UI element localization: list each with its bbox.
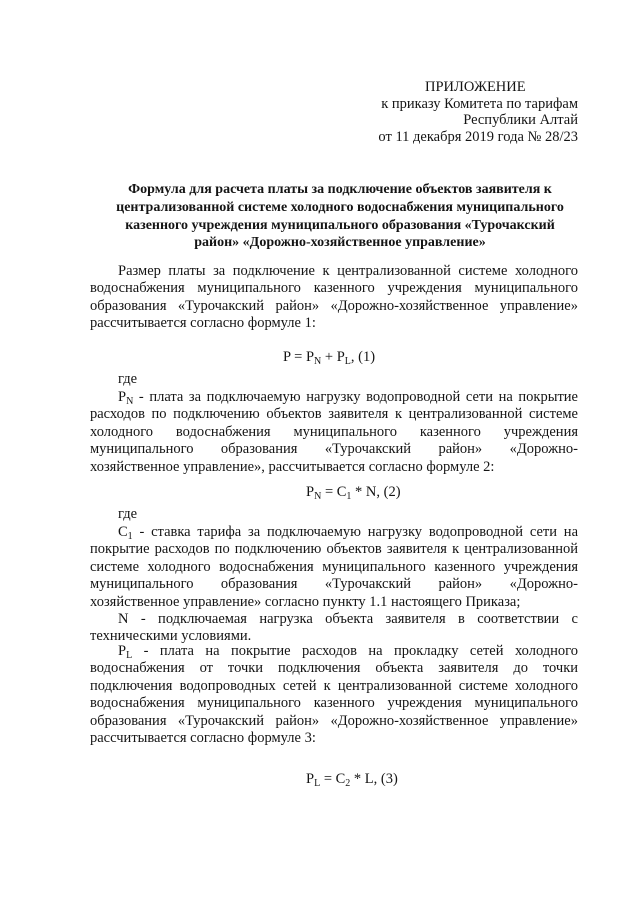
- definition-first-line: [90, 389, 578, 406]
- symbol: C: [118, 524, 128, 540]
- definition-line: холодного водоснабжения муниципального казенного учреждения: [90, 423, 578, 440]
- definition-line: муниципального образования «Турочакский район» «Дорожно-: [90, 576, 578, 593]
- title-line: Формула для расчета платы за подключение объектов заявителя к: [128, 182, 552, 197]
- appendix-header: [360, 79, 578, 145]
- definition-line: водоснабжения муниципального казенного учреждения муниципального: [90, 695, 578, 712]
- formula-number: * N, (2): [351, 484, 401, 500]
- formula-3: [306, 771, 398, 788]
- n-definition: [90, 611, 578, 646]
- authority-name: Республики Алтай: [463, 112, 578, 128]
- formula-2: [306, 484, 401, 501]
- formula-subscript: 1: [346, 491, 352, 502]
- intro-paragraph: [90, 263, 578, 333]
- formula-subscript: L: [314, 778, 321, 789]
- intro-line: водоснабжения муниципального казенного учреждения муниципального: [90, 280, 578, 297]
- definition-line: системе холодного водоснабжения муниципального казенного учреждения: [90, 558, 578, 575]
- definition-line: подключения водопроводных сетей к централизованной системе холодного: [90, 677, 578, 694]
- formula-1: [283, 349, 375, 366]
- document-title: [80, 181, 600, 252]
- order-date: от 11 декабря 2019 года № 28/23: [378, 128, 578, 145]
- order-reference: к приказу Комитета по тарифам: [381, 95, 578, 112]
- definition-line: техническими условиями.: [90, 628, 252, 645]
- definition-line: покрытие расходов по подключению объектов заявителя к централизованной: [90, 541, 578, 558]
- definition-first-line: [90, 524, 578, 541]
- symbol-subscript: N: [126, 396, 134, 407]
- appendix-label: ПРИЛОЖЕНИЕ: [425, 79, 526, 95]
- title-line: казенного учреждения муниципального образования «Турочакский: [125, 217, 555, 233]
- definition-line: водоснабжения от точки подключения объекта заявителя до точки: [90, 660, 578, 677]
- definition-line: N - подключаемая нагрузка объекта заявителя в соответствии с: [118, 611, 578, 627]
- formula-text: = C: [320, 771, 346, 787]
- definition-line: образования «Турочакский район» «Дорожно-хозяйственное управление»: [90, 712, 578, 729]
- c1-definition: [90, 524, 578, 611]
- symbol: P: [118, 389, 127, 405]
- formula-number: * L, (3): [350, 771, 398, 787]
- definition-text: - ставка тарифа за подключаемую нагрузку водопроводной сети на: [132, 524, 578, 540]
- definition-line: рассчитывается согласно формуле 3:: [90, 729, 316, 746]
- formula-subscript: N: [314, 356, 322, 367]
- definition-text: - плата за подключаемую нагрузку водопроводной сети на покрытие: [133, 389, 578, 405]
- definition-line: хозяйственное управление», рассчитывается согласно формуле 2:: [90, 458, 495, 475]
- formula-number: , (1): [350, 349, 376, 365]
- formula-text: + P: [321, 349, 345, 365]
- formula-text: P = P: [283, 349, 315, 365]
- intro-line: образования «Турочакский район» «Дорожно-хозяйственное управление»: [90, 297, 578, 314]
- pn-definition: [90, 389, 578, 476]
- definition-first-line: [90, 643, 578, 660]
- symbol: P: [118, 643, 127, 659]
- title-line: район» «Дорожно-хозяйственное управление»: [194, 235, 486, 251]
- definition-line: хозяйственное управление» согласно пункту 1.1 настоящего Приказа;: [90, 593, 521, 610]
- definition-line: муниципального образования «Турочакский район» «Дорожно-: [90, 441, 578, 458]
- intro-line: Размер платы за подключение к централизованной системе холодного: [118, 263, 578, 279]
- formula-subscript: 2: [345, 778, 351, 789]
- intro-line: рассчитывается согласно формуле 1:: [90, 315, 316, 332]
- formula-text: P: [306, 771, 315, 787]
- formula-subscript: L: [344, 356, 351, 367]
- formula-text: = C: [321, 484, 347, 500]
- where-label: где: [118, 506, 138, 522]
- formula-subscript: N: [314, 491, 322, 502]
- formula-text: P: [306, 484, 315, 500]
- definition-line: расходов по подключению объектов заявителя к централизованной системе: [90, 406, 578, 423]
- where-label: где: [118, 371, 138, 387]
- definition-text: - плата на покрытие расходов на прокладку сетей холодного: [132, 643, 578, 659]
- title-line: централизованной системе холодного водоснабжения муниципального: [116, 199, 564, 215]
- symbol-subscript: 1: [127, 531, 133, 542]
- pl-definition: [90, 643, 578, 747]
- symbol-subscript: L: [126, 650, 133, 661]
